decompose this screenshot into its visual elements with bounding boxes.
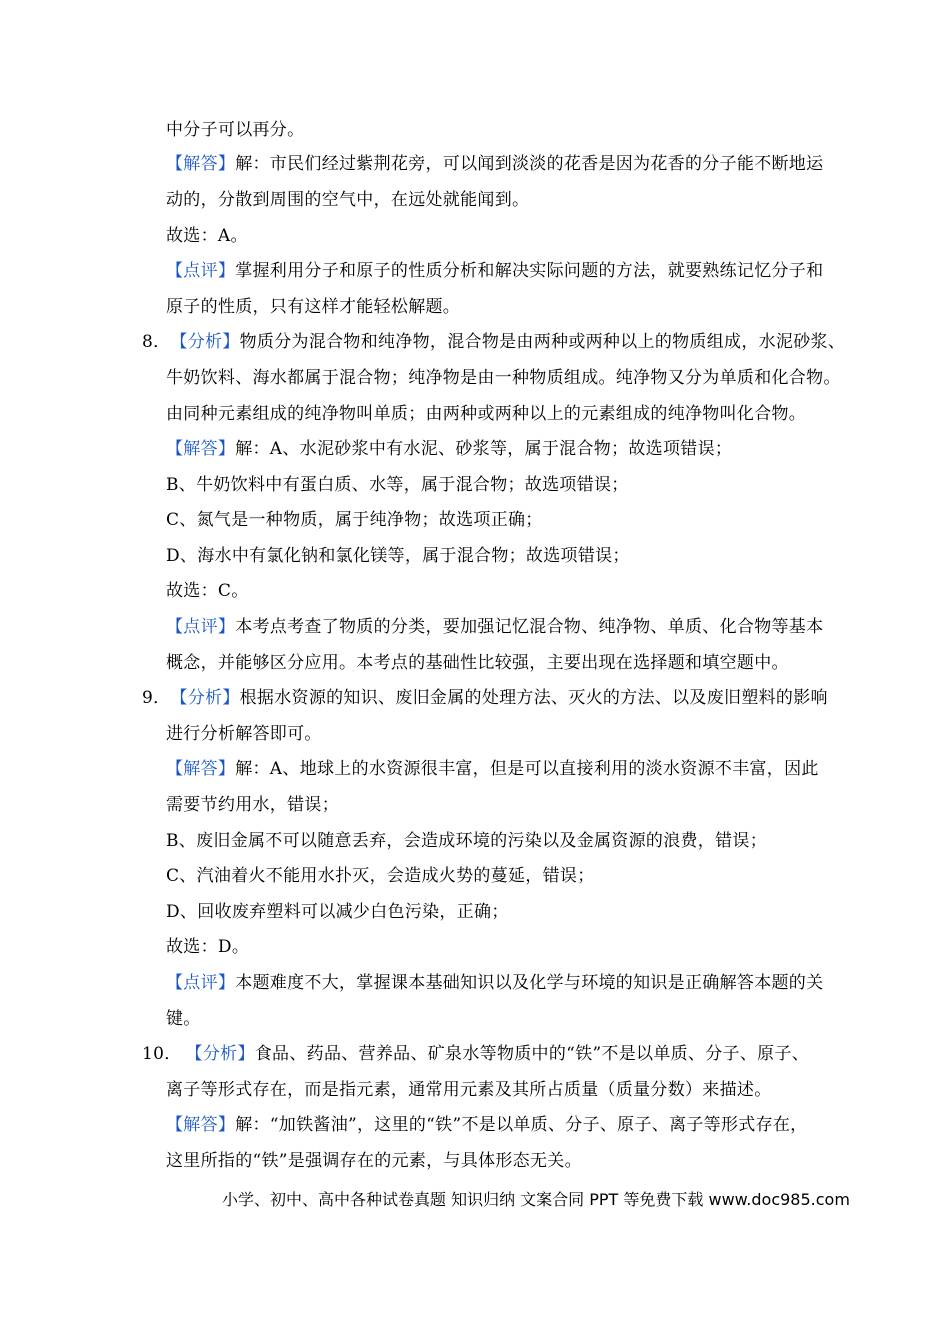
answer-tag: 【解答】 — [166, 759, 236, 779]
text-line: 故选：D。 — [166, 937, 250, 957]
text-line: 进行分析解答即可。 — [166, 724, 322, 744]
answer-line: 【解答】解：市民们经过紫荆花旁，可以闻到淡淡的花香是因为花香的分子能不断地运 — [166, 154, 824, 174]
question-8-line: 8．【分析】物质分为混合物和纯净物，混合物是由两种或两种以上的物质组成，水泥砂浆、 — [142, 332, 846, 352]
text-line: 中分子可以再分。 — [166, 120, 305, 140]
answer-tag: 【解答】 — [166, 1115, 236, 1135]
answer-tag: 【解答】 — [166, 439, 236, 459]
text-line: C、汽油着火不能用水扑灭，会造成火势的蔓延，错误； — [166, 866, 595, 886]
text-line: 键。 — [166, 1009, 201, 1029]
question-number: 9． — [142, 688, 171, 708]
answer-line: 【解答】解：A、地球上的水资源很丰富，但是可以直接利用的淡水资源不丰富，因此 — [166, 759, 819, 779]
text-line: 需要节约用水，错误； — [166, 795, 339, 815]
text-line: 故选：C。 — [166, 581, 249, 601]
comment-line: 【点评】本题难度不大，掌握课本基础知识以及化学与环境的知识是正确解答本题的关 — [166, 973, 824, 993]
answer-tag: 【解答】 — [166, 154, 236, 174]
text-line: C、氮气是一种物质，属于纯净物；故选项正确； — [166, 510, 543, 530]
text-line: B、牛奶饮料中有蛋白质、水等，属于混合物；故选项错误； — [166, 475, 629, 495]
comment-tag: 【点评】 — [166, 973, 236, 993]
comment-tag: 【点评】 — [166, 261, 236, 281]
text-line: 概念，并能够区分应用。本考点的基础性比较强，主要出现在选择题和填空题中。 — [166, 653, 789, 673]
analysis-tag: 【分析】 — [170, 332, 240, 352]
text-line: 离子等形式存在，而是指元素，通常用元素及其所占质量（质量分数）来描述。 — [166, 1080, 772, 1100]
answer-line: 【解答】解：A、水泥砂浆中有水泥、砂浆等，属于混合物；故选项错误； — [166, 439, 733, 459]
page-footer: 小学、初中、高中各种试卷真题 知识归纳 文案合同 PPT 等免费下载 www.doc985.com — [222, 1190, 850, 1209]
question-9-line: 9．【分析】根据水资源的知识、废旧金属的处理方法、灭火的方法、以及废旧塑料的影响 — [142, 688, 828, 708]
analysis-tag: 【分析】 — [170, 688, 240, 708]
question-10-line: 10． 【分析】食品、药品、营养品、矿泉水等物质中的“铁”不是以单质、分子、原子、 — [142, 1044, 810, 1064]
text-line: 这里所指的“铁”是强调存在的元素，与具体形态无关。 — [166, 1151, 582, 1171]
question-number: 8． — [142, 332, 171, 352]
analysis-tag: 【分析】 — [185, 1044, 255, 1064]
text-line: 牛奶饮料、海水都属于混合物；纯净物是由一种物质组成。纯净物又分为单质和化合物。 — [166, 368, 841, 388]
text-line: 原子的性质，只有这样才能轻松解题。 — [166, 297, 461, 317]
comment-line: 【点评】掌握利用分子和原子的性质分析和解决实际问题的方法，就要熟练记忆分子和 — [166, 261, 824, 281]
answer-line: 【解答】解：“加铁酱油”，这里的“铁”不是以单质、分子、原子、离子等形式存在， — [166, 1115, 808, 1135]
text-line: 由同种元素组成的纯净物叫单质；由两种或两种以上的元素组成的纯净物叫化合物。 — [166, 404, 807, 424]
comment-line: 【点评】本考点考查了物质的分类，要加强记忆混合物、纯净物、单质、化合物等基本 — [166, 617, 824, 637]
text-line: B、废旧金属不可以随意丢弃，会造成环境的污染以及金属资源的浪费，错误； — [166, 831, 767, 851]
text-line: 故选：A。 — [166, 226, 248, 246]
text-line: D、回收废弃塑料可以减少白色污染，正确； — [166, 902, 509, 922]
text-line: D、海水中有氯化钠和氯化镁等，属于混合物；故选项错误； — [166, 546, 630, 566]
comment-tag: 【点评】 — [166, 617, 236, 637]
question-number: 10． — [142, 1044, 182, 1064]
text-line: 动的，分散到周围的空气中，在远处就能闻到。 — [166, 190, 530, 210]
